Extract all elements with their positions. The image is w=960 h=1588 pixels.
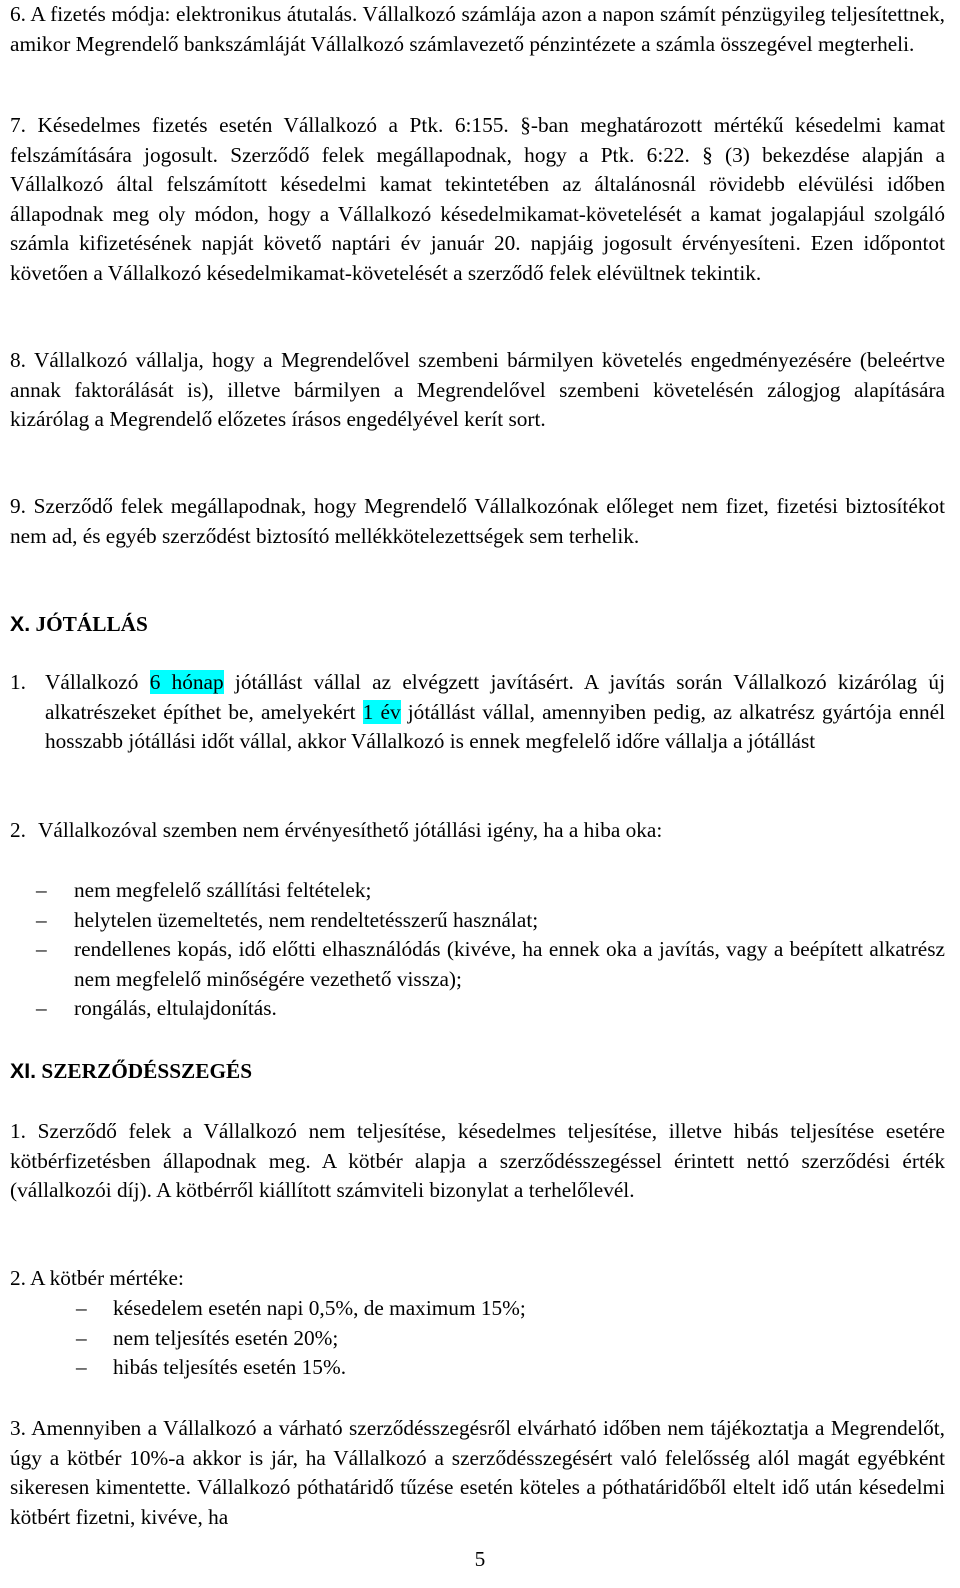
list-item [10,1324,945,1354]
warranty-exclusion-list [10,876,945,1024]
item-text: Vállalkozóval szemben nem érvényesíthető jótállási igény, ha a hiba oka: [38,818,663,842]
text-run: Vállalkozó [45,670,150,694]
section-title: JÓTÁLLÁS [35,612,148,636]
list-item [10,876,945,906]
dash-bullet: – [36,878,47,902]
warranty-item-1 [10,668,945,757]
list-item-text: késedelem esetén napi 0,5%, de maximum 15%; [113,1296,526,1320]
section-number: XI. [10,1059,37,1083]
highlighted-duration: 6 hónap [149,670,224,694]
list-item-text: nem teljesítés esetén 20%; [113,1325,339,1350]
dash-bullet: – [76,1296,87,1320]
section-heading-x [10,610,945,640]
list-item [10,1294,945,1324]
item-text [45,668,945,757]
list-item-text: rongálás, eltulajdonítás. [74,996,277,1021]
dash-bullet: – [36,907,47,932]
list-item-text: hibás teljesítés esetén 15%. [113,1355,347,1380]
highlighted-duration: 1 év [362,699,401,724]
paragraph-6: 6. A fizetés módja: elektronikus átutalás. Vállalkozó számlája azon a napon számít pénzügyileg teljesítettnek, amikor Megrendelő bankszámláját Vállalkozó számlavezető pénzintézete a számla összegével megterheli. [10,2,945,56]
paragraph-8: 8. Vállalkozó vállalja, hogy a Megrendelővel szembeni bármilyen követelés engedményezésére (beleértve annak faktorálását is), illetve bármilyen a Megrendelővel szembeni követelésén zálogjog alapítására kizárólag a Megrendelő előzetes írásos engedélyével kerít sort. [10,348,945,432]
page-number: 5 [474,1547,486,1571]
list-item [10,1353,945,1383]
item-number: 2. [10,818,26,842]
penalty-rate-list [10,1294,945,1383]
breach-item-3: 3. Amennyiben a Vállalkozó a várható szerződésszegésről elvárható időben nem tájékoztatja a Megrendelőt, úgy a kötbér 10%-a akkor is jár, ha Vállalkozó a szerződésszegésért való felelősség alól magát egyébként sikeresen kimentette. Vállalkozó póthatáridő tűzése esetén köteles a póthatáridőből eltelt idő után késedelmi kötbért fizetni, kivéve, ha [10,1416,945,1529]
section-number: X. [10,612,31,636]
text-run: jótállást vállal, amennyiben pedig, az alkatrész gyártója ennél hosszabb jótállási időt vállal, akkor Vállalkozó is ennek megfelelő időre vállalja a jótállást [45,699,946,754]
list-item-text: helytelen üzemeltetés, nem rendeltetésszerű használat; [74,907,539,932]
list-item-text: rendellenes kopás, idő előtti elhasználódás (kivéve, ha ennek oka a javítás, vagy a beépített alkatrész nem megfelelő minőségére vezethető vissza); [74,937,945,991]
section-heading-xi [10,1057,945,1087]
breach-item-2: 2. A kötbér mértéke: [10,1266,184,1290]
breach-item-1: 1. Szerződő felek a Vállalkozó nem teljesítése, késedelmes teljesítése, illetve hibás teljesítése esetére kötbérfizetésben állapodnak meg. A kötbér alapja a szerződésszegéssel érintett nettó szerződési érték (vállalkozói díj). A kötbérről kiállított számviteli bizonylat a terhelőlevél. [10,1119,945,1203]
dash-bullet: – [36,937,47,962]
list-item [10,994,945,1024]
list-item-text: nem megfelelő szállítási feltételek; [74,878,372,902]
section-title: SZERZŐDÉSSZEGÉS [41,1059,253,1083]
paragraph-7: 7. Késedelmes fizetés esetén Vállalkozó a Ptk. 6:155. §-ban meghatározott mértékű késedelmi kamat felszámítására jogosult. Szerződő felek megállapodnak, hogy a Ptk. 6:22. § (3) bekezdése alapján a Vállalkozó által felszámított késedelmi kamat tekintetében az általánosnál rövidebb elévülési időben állapodnak meg oly módon, hogy a Vállalkozó késedelmikamat-követelését a kamat jogalapjául szolgáló számla kifizetésének napját követő naptári év január 20. napjáig jogosult érvényesíteni. Ezen időpontot követően a Vállalkozó késedelmikamat-követelését a szerződő felek elévültnek tekintik. [10,113,945,285]
item-number: 1. [10,670,26,694]
dash-bullet: – [76,1325,87,1350]
text-run: jótállást vállal az elvégzett javításért. A javítás során Vállalkozó kizárólag új alkatrészeket építhet be, amelyekért [45,670,945,724]
warranty-item-2 [10,816,945,846]
dash-bullet: – [76,1355,87,1380]
dash-bullet: – [36,996,47,1021]
list-item [10,906,945,936]
list-item [10,935,945,994]
paragraph-9: 9. Szerződő felek megállapodnak, hogy Megrendelő Vállalkozónak előleget nem fizet, fizetési biztosítékot nem ad, és egyéb szerződést biztosító mellékkötelezettségek sem terhelik. [10,494,945,548]
